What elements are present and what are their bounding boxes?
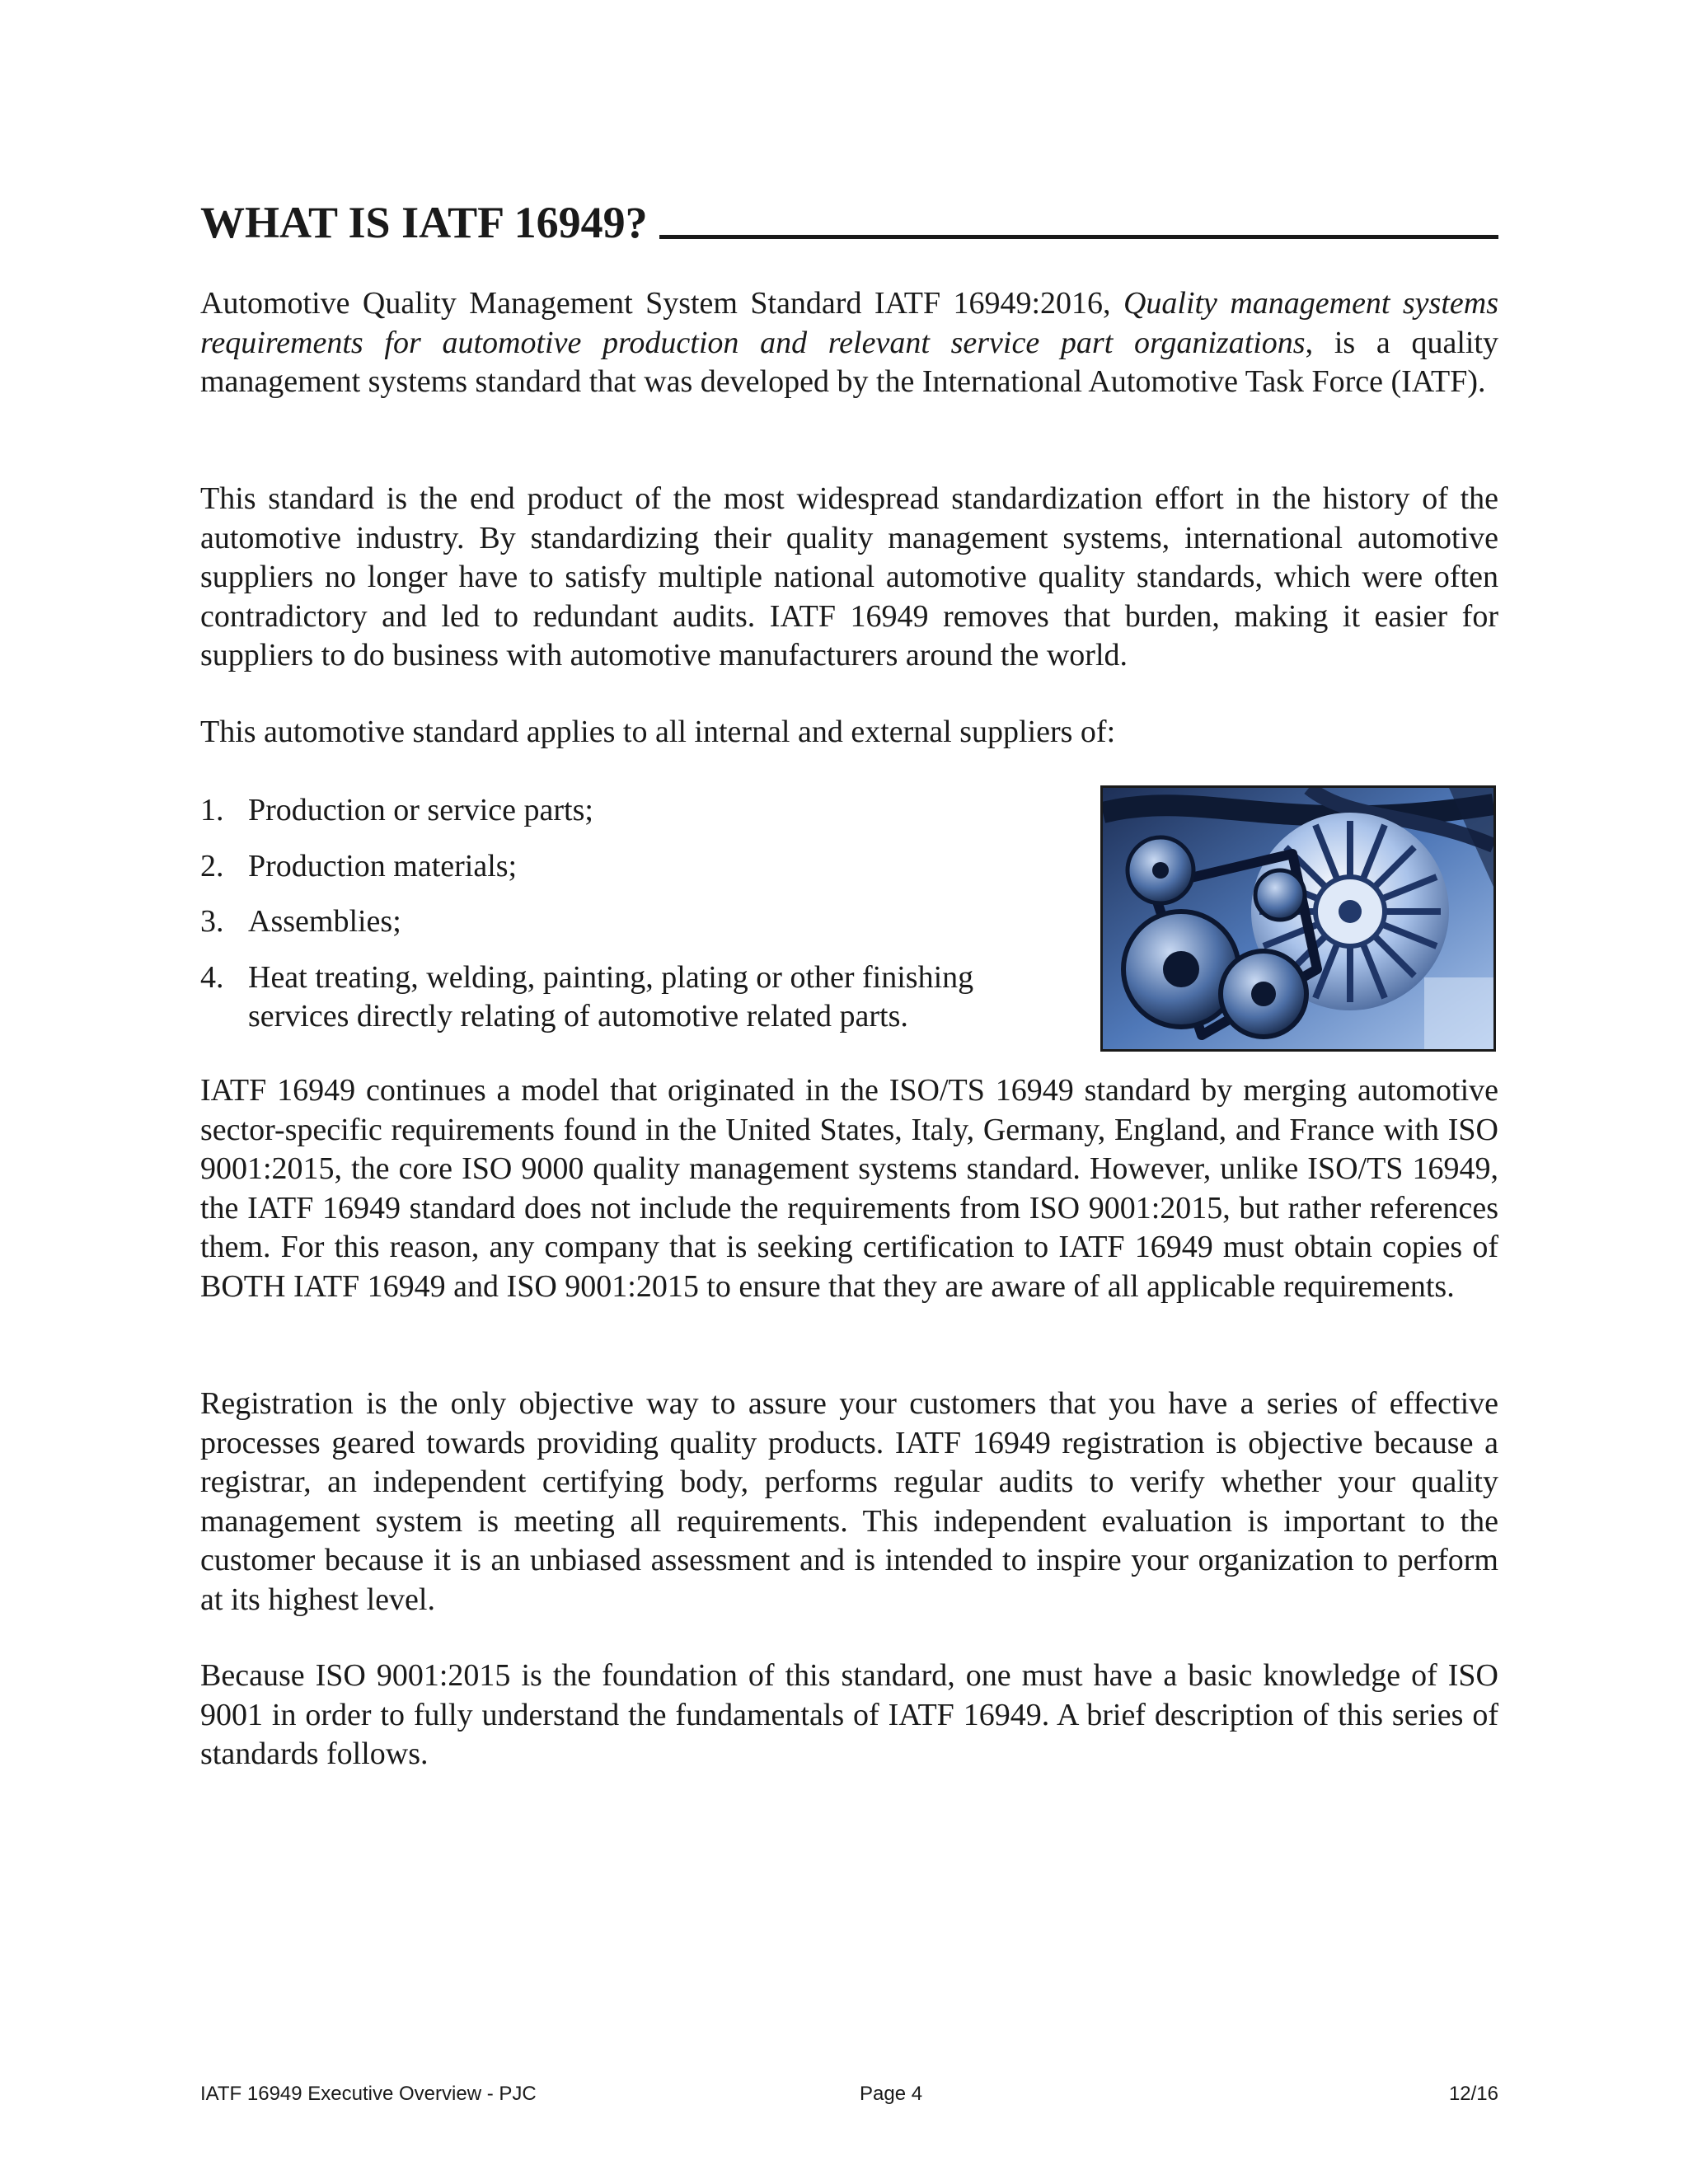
paragraph-iso-foundation: Because ISO 9001:2015 is the foundation of this standard, one must have a basic knowledge of ISO 9001 in order to fully understand the fundamentals of IATF 16949. A brief description of this series of standards follows. xyxy=(200,1658,1498,1771)
paragraph-registration: Registration is the only objective way to assure your customers that you have a series of effective processes geared towards providing quality products. IATF 16949 registration is objective because a registrar, an independent certifying body, performs regular audits to verify whether your quality management system is meeting all requirements. This independent evaluation is important to the customer because it is an unbiased assessment and is intended to inspire your organization to perform at its highest level. xyxy=(200,1386,1498,1617)
list-item xyxy=(200,791,1041,831)
list-item xyxy=(200,958,1041,1037)
footer-date: 12/16 xyxy=(1448,2083,1498,2105)
page-title: WHAT IS IATF 16949? xyxy=(200,198,648,247)
list-item xyxy=(200,902,1041,942)
list-item-number: 2. xyxy=(200,848,224,883)
supplier-list xyxy=(200,791,1041,1053)
engine-belt-pulleys-image xyxy=(1103,788,1493,1049)
list-item-text: Production or service parts; xyxy=(248,793,593,827)
intro-lead: Automotive Quality Management System Standard IATF 16949:2016, xyxy=(200,286,1123,321)
footer-page-number: Page 4 xyxy=(860,2083,923,2105)
heading-row xyxy=(200,196,1498,249)
footer-document-title: IATF 16949 Executive Overview - PJC xyxy=(200,2083,537,2105)
paragraph-standardization: This standard is the end product of the most widespread standardization effort in the history of the automotive industry. By standardizing their quality management systems, international automotive suppliers no longer have to satisfy multiple national automotive quality standards, which were often contradictory and led to redundant audits. IATF 16949 removes that burden, making it easier for suppliers to do business with automotive manufacturers around the world. xyxy=(200,481,1498,673)
list-item-text: Production materials; xyxy=(248,848,518,883)
intro-standard-title: Quality management systems requirements for automotive production and relevant service part organizations xyxy=(200,286,1498,360)
list-item-number: 4. xyxy=(200,959,224,995)
heading-underline xyxy=(659,235,1498,239)
list-item-text: Heat treating, welding, painting, plating or other finishing services directly relating of automotive related parts. xyxy=(248,959,974,1033)
engine-photo xyxy=(1100,785,1496,1052)
intro-tail: , is a quality management systems standard that was developed by the International Automotive Task Force (IATF). xyxy=(200,325,1498,399)
list-item-number: 1. xyxy=(200,793,224,827)
intro-paragraph xyxy=(200,284,1498,402)
list-item xyxy=(200,847,1041,887)
list-item-number: 3. xyxy=(200,904,224,939)
paragraph-model-origin: IATF 16949 continues a model that originated in the ISO/TS 16949 standard by merging automotive sector-specific requirements found in the United States, Italy, Germany, England, and France with ISO 9001:2015, the core ISO 9000 quality management systems standard. However, unlike ISO/TS 16949, the IATF 16949 standard does not include the requirements from ISO 9001:2015, but rather references them. For this reason, any company that is seeking certification to IATF 16949 must obtain copies of BOTH IATF 16949 and ISO 9001:2015 to ensure that they are aware of all applicable requirements. xyxy=(200,1073,1498,1304)
paragraph-applies-to: This automotive standard applies to all internal and external suppliers of: xyxy=(200,715,1116,749)
list-item-text: Assemblies; xyxy=(248,904,401,939)
